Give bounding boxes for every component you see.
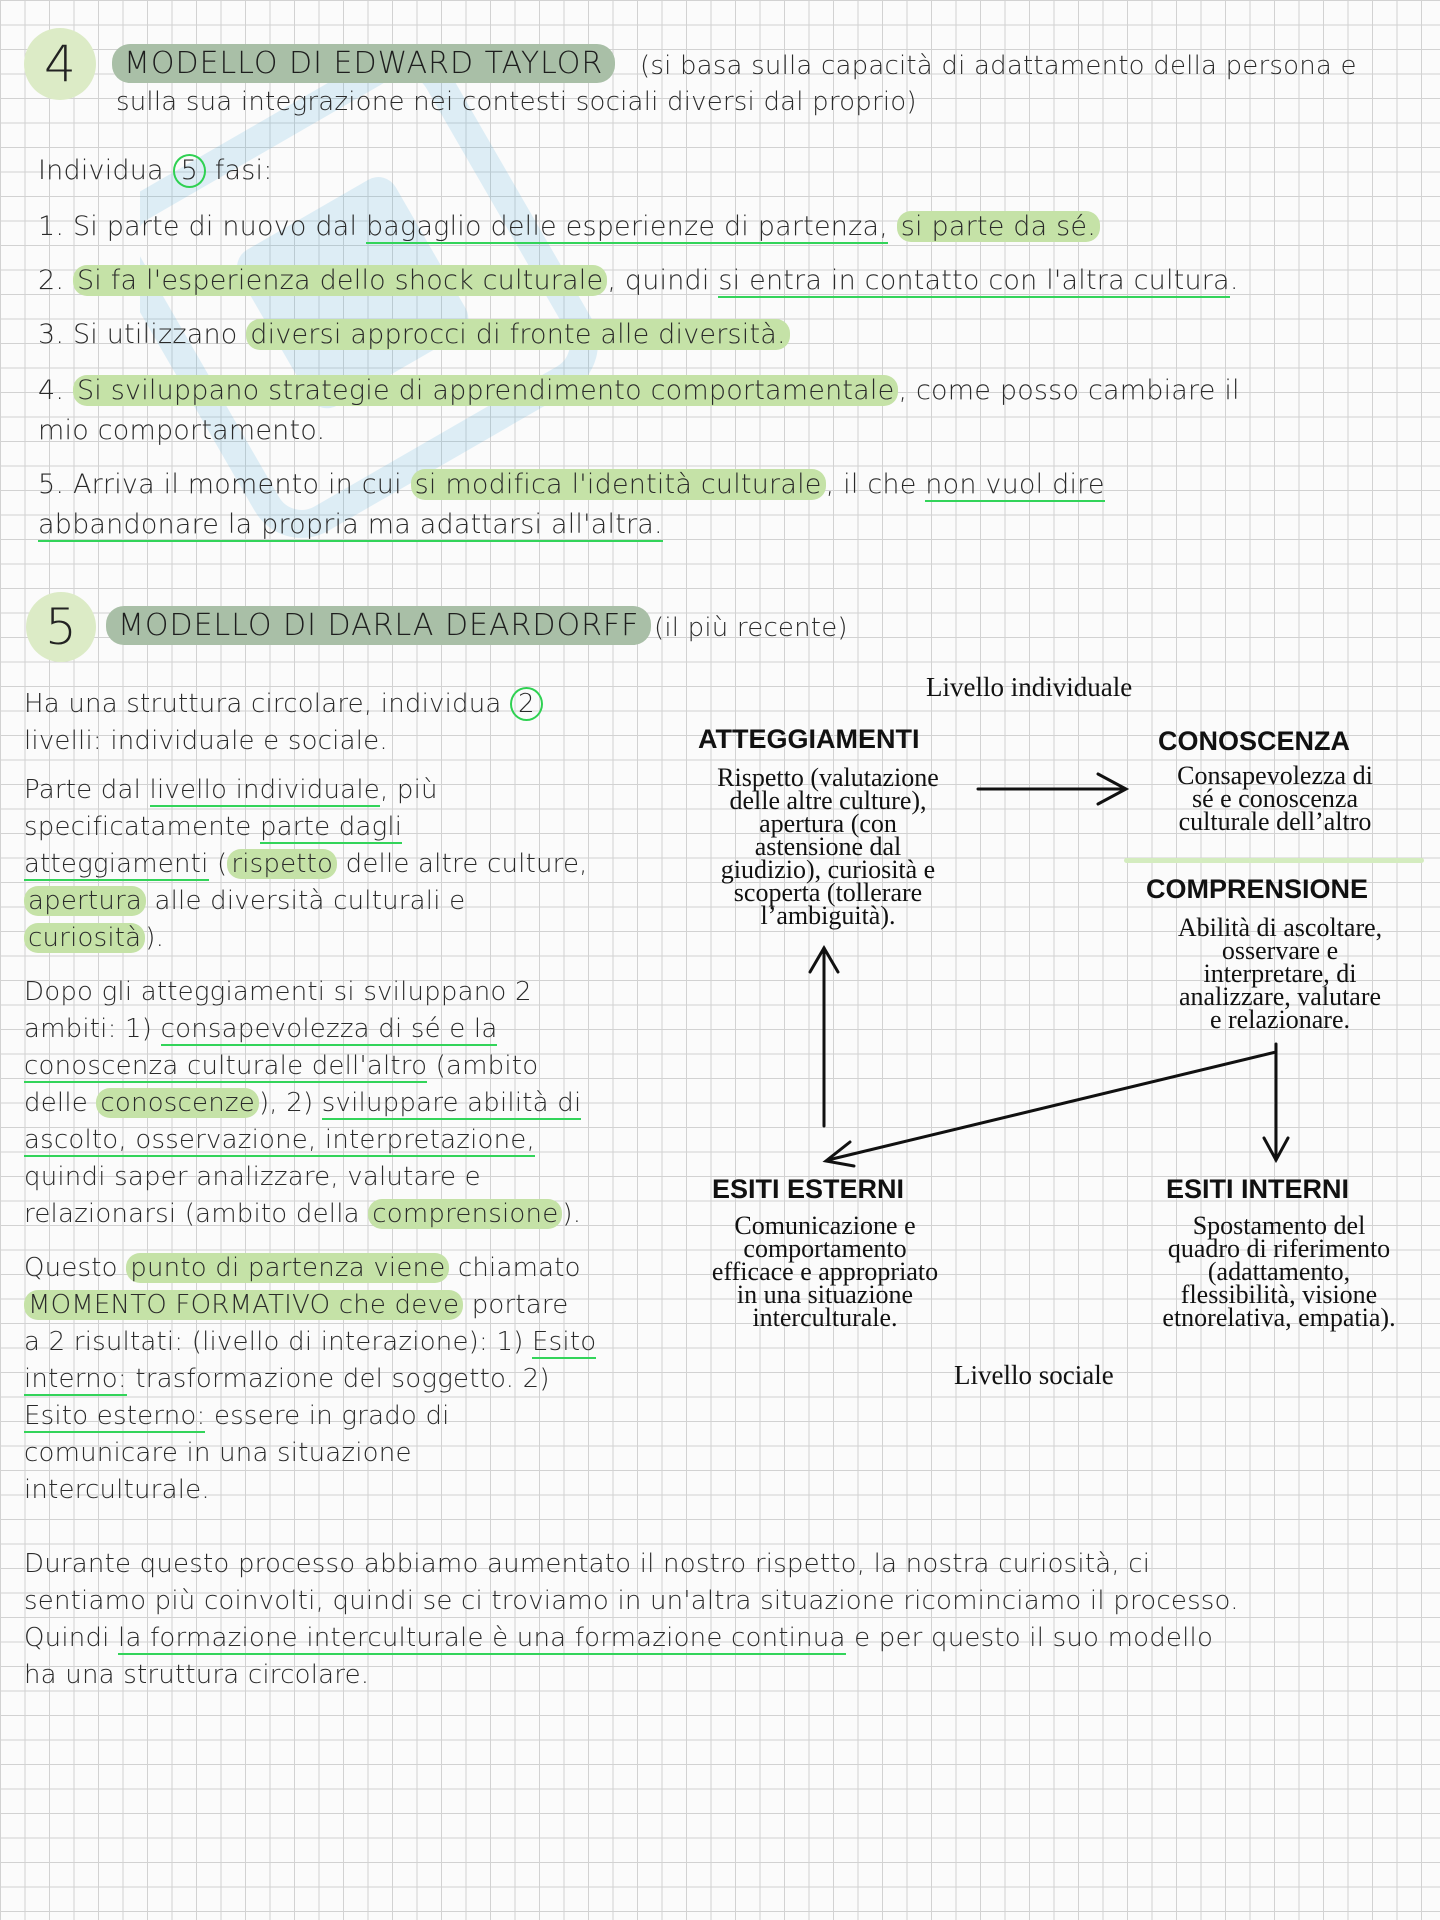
atteggiamenti-line: Rispetto (valutazione <box>717 763 939 792</box>
p3-comprensione: comprensione <box>368 1199 562 1229</box>
atteggiamenti-line: scoperta (tollerare <box>733 878 923 907</box>
phase-5-underlined: non vuol dire <box>925 469 1105 500</box>
esiti-interni-line: quadro di riferimento <box>1167 1234 1391 1263</box>
p3-consapevolezza: consapevolezza di sé e la <box>160 1014 498 1044</box>
phase-5-underlined-2: abbandonare la propria ma adattarsi all'altra. <box>38 509 663 540</box>
phase-1-highlight: si parte da sé. <box>897 211 1100 242</box>
phase-1-text: 1. Si parte di nuovo dal <box>38 211 366 242</box>
p2-apertura: apertura <box>24 886 146 916</box>
p2-k: alle diversità culturali e <box>146 886 466 916</box>
phase-4-number: 4. <box>38 375 73 406</box>
p4-momento-formativo: MOMENTO FORMATIVO che deve <box>24 1290 463 1320</box>
p2-livello-individuale: livello individuale <box>149 775 380 805</box>
p2-atteggiamenti: atteggiamenti <box>24 849 209 879</box>
comprensione-line: Abilità di ascoltare, <box>1177 913 1383 942</box>
p3-conoscenze: conoscenze <box>96 1088 259 1118</box>
phase-5-text-mid: , il che <box>825 469 926 500</box>
p3-ascolto: ascolto, osservazione, interpretazione, <box>24 1125 535 1155</box>
p3-k: quindi saper analizzare, valutare e <box>24 1162 481 1192</box>
phase-2-period: . <box>1229 265 1239 296</box>
conoscenza-line: sé e conoscenza <box>1191 784 1359 813</box>
esiti-esterni-title: ESITI ESTERNI <box>712 1174 905 1204</box>
p4-k: essere in grado di <box>205 1401 450 1431</box>
atteggiamenti-line: delle altre culture), <box>729 786 927 815</box>
p2-c: , più <box>379 775 438 805</box>
closing-underlined: la formazione interculturale è una formazione continua <box>118 1623 846 1653</box>
intro-text-end: fasi: <box>214 155 273 186</box>
p4-c: chiamato <box>449 1253 581 1283</box>
p3-a: Dopo gli atteggiamenti si sviluppano 2 <box>24 977 532 1007</box>
section4-number: 4 <box>43 35 76 93</box>
phase-3-text: 3. Si utilizzano <box>38 319 247 350</box>
p3-conoscenza-culturale: conoscenza culturale dell'altro <box>24 1051 428 1081</box>
p2-a: Parte dal <box>24 775 150 805</box>
esiti-esterni-line: efficace e appropriato <box>711 1257 939 1286</box>
p1-level-count: 2 <box>510 687 543 721</box>
esiti-esterni-line: in una situazione <box>736 1280 914 1309</box>
intro-phase-count: 5 <box>173 154 206 188</box>
p3-b: ambiti: 1) <box>24 1014 161 1044</box>
phase-3-highlight: diversi approcci di fronte alle diversità. <box>246 319 790 350</box>
phase-4-text: , come posso cambiare il <box>898 375 1240 406</box>
p2-i: delle altre culture, <box>337 849 588 879</box>
atteggiamenti-line: astensione dal <box>754 832 902 861</box>
p4-esito-esterno: Esito esterno: <box>24 1401 206 1431</box>
section4-note-line1: (si basa sulla capacità di adattamento della persona e <box>640 51 1357 81</box>
p1-text: Ha una struttura circolare, individua <box>24 689 511 719</box>
p2-d: specificatamente <box>24 812 260 842</box>
section4-note-line2: sulla sua integrazione nei contesti sociali diversi dal proprio) <box>116 87 917 117</box>
p3-h: ), 2) <box>258 1088 322 1118</box>
section5-title: MODELLO DI DARLA DEARDORFF <box>106 606 651 645</box>
p1-text-2: livelli: individuale e sociale. <box>24 726 388 756</box>
p4-f: a 2 risultati: (livello di interazione): 1) <box>24 1327 533 1357</box>
phase-2-underlined: si entra in contatto con l'altra cultura <box>718 265 1230 296</box>
closing-line-4: ha una struttura circolare. <box>24 1660 370 1690</box>
atteggiamenti-title: ATTEGGIAMENTI <box>698 724 920 754</box>
esiti-esterni-line: comportamento <box>743 1234 907 1263</box>
closing-line-2: sentiamo più coinvolti, quindi se ci troviamo in un'altra situazione ricominciamo il processo. <box>24 1586 1239 1616</box>
phase-5-highlight: si modifica l'identità culturale <box>411 469 826 500</box>
phase-4-highlight: Si sviluppano strategie di apprendimento comportamentale <box>73 375 898 406</box>
p4-a: Questo <box>24 1253 127 1283</box>
phase-2-number: 2. <box>38 265 73 296</box>
phase-5-text: 5. Arriva il momento in cui <box>38 469 411 500</box>
esiti-interni-line: Spostamento del <box>1192 1211 1366 1240</box>
p2-m: ). <box>145 923 165 953</box>
comprensione-line: e relazionare. <box>1209 1005 1350 1034</box>
p2-curiosita: curiosità <box>24 923 145 953</box>
conoscenza-line: culturale dell’altro <box>1178 807 1372 836</box>
p3-sviluppare: sviluppare abilità di <box>321 1088 582 1118</box>
p4-i: trasformazione del soggetto. 2) <box>126 1364 550 1394</box>
comprensione-line: osservare e <box>1221 936 1339 965</box>
comprensione-line: analizzare, valutare <box>1178 982 1382 1011</box>
p3-n: ). <box>562 1199 582 1229</box>
arrow-to-esiti-esterni <box>828 1052 1276 1160</box>
atteggiamenti-line: l’ambiguità). <box>760 901 896 930</box>
closing-line-3b: e per questo il suo modello <box>845 1623 1214 1653</box>
conoscenza-title: CONOSCENZA <box>1158 726 1351 756</box>
conoscenza-line: Consapevolezza di <box>1177 761 1373 790</box>
section5-note: (il più recente) <box>654 613 848 643</box>
esiti-interni-title: ESITI INTERNI <box>1166 1174 1350 1204</box>
p4-esito: Esito <box>532 1327 597 1357</box>
section5-number: 5 <box>44 598 77 656</box>
phase-4-line2: mio comportamento. <box>38 415 326 446</box>
p2-rispetto: rispetto <box>227 849 337 879</box>
esiti-esterni-line: Comunicazione e <box>734 1211 916 1240</box>
closing-paragraph <box>24 1546 1424 1694</box>
closing-line-1: Durante questo processo abbiamo aumentato il nostro rispetto, la nostra curiosità, ci <box>24 1549 1151 1579</box>
esiti-interni-line: (adattamento, <box>1207 1257 1351 1286</box>
comprensione-line: interpretare, di <box>1203 959 1357 988</box>
intro-text: Individua <box>38 155 164 186</box>
comprensione-title: COMPRENSIONE <box>1146 874 1369 904</box>
p4-punto-di-partenza: punto di partenza viene <box>126 1253 449 1283</box>
diagram-bottom-label: Livello sociale <box>954 1360 1114 1390</box>
phase-2-highlight: Si fa l'esperienza dello shock culturale <box>73 265 607 296</box>
esiti-esterni-line: interculturale. <box>752 1303 898 1332</box>
p4-e: portare <box>463 1290 569 1320</box>
esiti-interni-line: flessibilità, visione <box>1180 1280 1378 1309</box>
p4-l: comunicare in una situazione <box>24 1438 412 1468</box>
p4-m: interculturale. <box>24 1475 210 1505</box>
section4-title: MODELLO DI EDWARD TAYLOR <box>112 44 615 83</box>
phase-2-text: , quindi <box>607 265 719 296</box>
esiti-interni-line: etnorelativa, empatia). <box>1162 1303 1396 1332</box>
atteggiamenti-line: giudizio), curiosità e <box>720 855 936 884</box>
p3-e: (ambito <box>427 1051 539 1081</box>
p2-parte-dagli: parte dagli <box>259 812 403 842</box>
atteggiamenti-line: apertura (con <box>759 809 897 838</box>
p2-g: ( <box>208 849 228 879</box>
phase-1-underlined: bagaglio delle esperienze di partenza, <box>365 211 888 242</box>
p4-interno: interno: <box>24 1364 127 1394</box>
p3-f: delle <box>24 1088 97 1118</box>
closing-line-3a: Quindi <box>24 1623 119 1653</box>
p3-l: relazionarsi (ambito della <box>24 1199 369 1229</box>
diagram-top-label: Livello individuale <box>926 672 1133 702</box>
